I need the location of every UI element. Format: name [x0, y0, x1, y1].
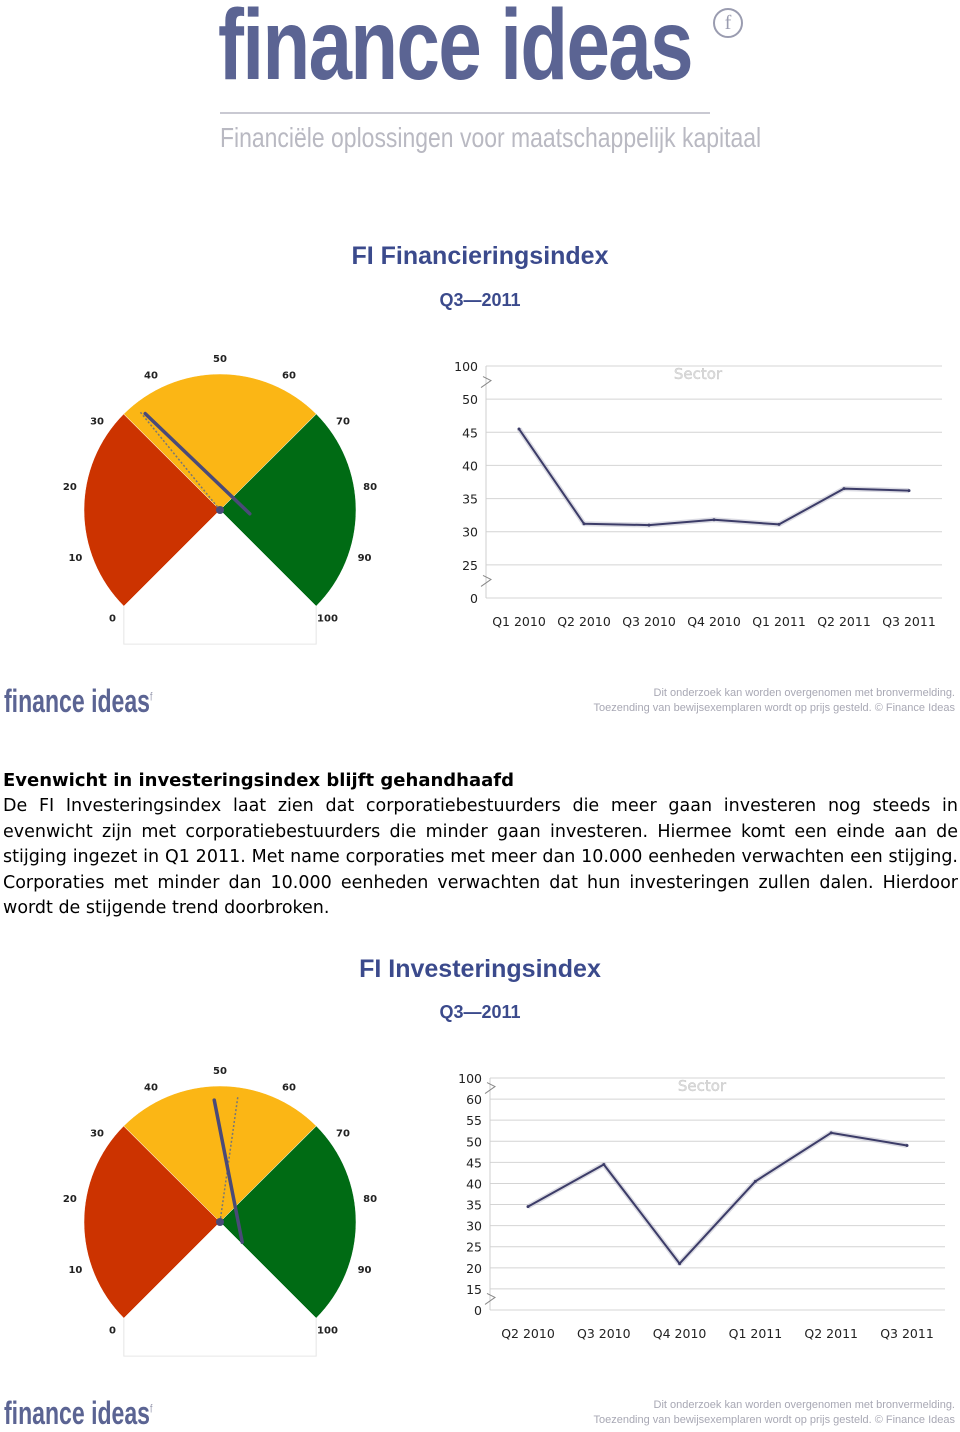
gauge-tick-label: 80 [363, 482, 378, 494]
data-point [678, 1262, 681, 1265]
gauge-tick-label: 100 [317, 613, 338, 625]
gauge-tick-label: 0 [109, 613, 117, 625]
x-tick-label: Q2 2011 [817, 614, 871, 629]
y-tick-label: 20 [466, 1260, 482, 1276]
footer-note-line-1: Dit onderzoek kan worden overgenomen met bronvermelding. [653, 687, 955, 699]
x-tick-label: Q2 2011 [804, 1326, 858, 1341]
y-tick-label: 35 [466, 1197, 482, 1213]
y-tick-label: 0 [474, 1303, 482, 1318]
gauge-tick-label: 80 [363, 1194, 378, 1206]
line-chart-financieringsindex [440, 350, 950, 640]
gauge-tick-label: 30 [90, 416, 104, 428]
footer-note-2 [593, 1398, 955, 1428]
y-tick-label: 40 [462, 458, 478, 474]
line-chart-investeringsindex [430, 1062, 955, 1352]
chart-2-subtitle: Q3—2011 [439, 1002, 521, 1022]
data-point [527, 1205, 530, 1208]
footer-logo-2 [4, 1395, 152, 1432]
gauge-tick-label: 40 [144, 1082, 158, 1094]
y-tick-label: 50 [466, 1134, 482, 1150]
y-tick-label: 45 [466, 1155, 482, 1171]
gauge-tick-label: 70 [336, 416, 350, 428]
x-tick-label: Q3 2010 [577, 1326, 631, 1341]
footer-logo-mark-icon: f [149, 689, 153, 704]
gauge-tick-label: 90 [357, 1264, 372, 1276]
footer-logo-mark-icon: f [149, 1401, 153, 1416]
gauge-tick-label: 20 [62, 1194, 77, 1206]
x-tick-label: Q3 2011 [880, 1326, 934, 1341]
gauge-tick-label: 30 [90, 1128, 104, 1140]
chart-1-title: FI Financieringsindex [351, 242, 609, 270]
gauge-tick-label: 20 [62, 482, 77, 494]
y-tick-label: 0 [470, 591, 478, 606]
gauge-tick-label: 50 [213, 354, 227, 365]
data-point [754, 1180, 757, 1183]
x-tick-label: Q2 2010 [501, 1326, 555, 1341]
y-tick-label: 45 [462, 425, 478, 441]
series-title: Sector [673, 365, 723, 383]
x-tick-label: Q3 2010 [622, 614, 676, 629]
y-tick-label: 25 [462, 557, 478, 573]
data-point [908, 489, 911, 492]
series-line [528, 1133, 907, 1264]
y-tick-label: 40 [466, 1176, 482, 1192]
y-tick-label: 100 [458, 1071, 482, 1086]
gauge-investeringsindex [50, 1062, 400, 1362]
series-title: Sector [677, 1077, 727, 1095]
y-tick-label: 100 [454, 359, 478, 374]
gauge-tick-label: 60 [282, 370, 296, 382]
gauge-tick-label: 100 [317, 1325, 338, 1337]
data-point [583, 522, 586, 525]
chart-2-title: FI Investeringsindex [359, 955, 601, 983]
y-tick-label: 50 [462, 392, 478, 408]
y-tick-label: 35 [462, 491, 478, 507]
gauge-tick-label: 50 [213, 1066, 227, 1077]
series-line-shadow [528, 1133, 907, 1264]
data-point [830, 1131, 833, 1134]
y-tick-label: 30 [466, 1218, 482, 1234]
y-tick-label: 15 [466, 1281, 482, 1297]
x-tick-label: Q1 2011 [752, 614, 806, 629]
gauge-tick-label: 90 [357, 552, 372, 564]
gauge-tick-label: 70 [336, 1128, 350, 1140]
gauge-tick-label: 10 [68, 1264, 83, 1276]
logo-mark-icon: f [713, 8, 743, 38]
gauge-base-outline [124, 606, 316, 644]
x-tick-label: Q1 2011 [728, 1326, 783, 1341]
gauge-needle-hub [216, 1218, 224, 1226]
footer-logo-text: finance ideas [4, 683, 150, 719]
gauge-needle-hub [216, 506, 224, 514]
data-point [843, 487, 846, 490]
data-point [906, 1144, 909, 1147]
logo-wordmark: finance ideas [218, 0, 692, 101]
gauge-tick-label: 10 [68, 552, 83, 564]
footer-note-line-1: Dit onderzoek kan worden overgenomen met bronvermelding. [653, 1399, 955, 1411]
y-tick-label: 25 [466, 1239, 482, 1255]
data-point [713, 518, 716, 521]
data-point [648, 524, 651, 527]
x-tick-label: Q3 2011 [882, 614, 936, 629]
x-tick-label: Q4 2010 [652, 1326, 707, 1341]
finance-ideas-logo [218, 0, 762, 160]
footer-note-line-2: Toezending van bewijsexemplaren wordt op prijs gesteld. © Finance Ideas [593, 1414, 955, 1426]
article-heading: Evenwicht in investeringsindex blijft gehandhaafd [3, 770, 514, 791]
data-point [778, 523, 781, 526]
gauge-base-outline [124, 1318, 316, 1356]
gauge-tick-label: 60 [282, 1082, 296, 1094]
footer-logo-1 [4, 683, 152, 720]
data-point [602, 1163, 605, 1166]
article [3, 768, 958, 922]
gauge-tick-label: 0 [109, 1325, 117, 1337]
footer-logo-text: finance ideas [4, 1395, 150, 1431]
x-tick-label: Q4 2010 [687, 614, 741, 629]
y-tick-label: 55 [466, 1113, 482, 1129]
y-tick-label: 30 [462, 524, 478, 540]
logo-tagline: Financiële oplossingen voor maatschappelijk kapitaal [220, 122, 762, 153]
article-body: De FI Investeringsindex laat zien dat corporatiebestuurders die meer gaan investeren nog steeds in evenwicht zijn met corporatiebestuurders die minder gaan investeren. Hiermee komt een einde aan de stijging ingezet in Q1 2011. Met name corporaties met meer dan 10.000 eenheden verwachten een stijging. Corporaties met minder dan 10.000 eenheden verwachten dat hun investeringen zullen dalen. Hierdoor wordt de stijgende trend doorbroken. [3, 796, 958, 919]
logo-divider [220, 112, 710, 114]
footer-note-1 [593, 686, 955, 716]
data-point [518, 427, 521, 430]
footer-note-line-2: Toezending van bewijsexemplaren wordt op prijs gesteld. © Finance Ideas [593, 702, 955, 714]
y-tick-label: 60 [466, 1092, 482, 1108]
chart-1-subtitle: Q3—2011 [439, 290, 521, 310]
x-tick-label: Q2 2010 [557, 614, 611, 629]
gauge-financieringsindex [50, 350, 400, 650]
x-tick-label: Q1 2010 [492, 614, 546, 629]
gauge-tick-label: 40 [144, 370, 158, 382]
series-line-shadow [519, 429, 909, 525]
